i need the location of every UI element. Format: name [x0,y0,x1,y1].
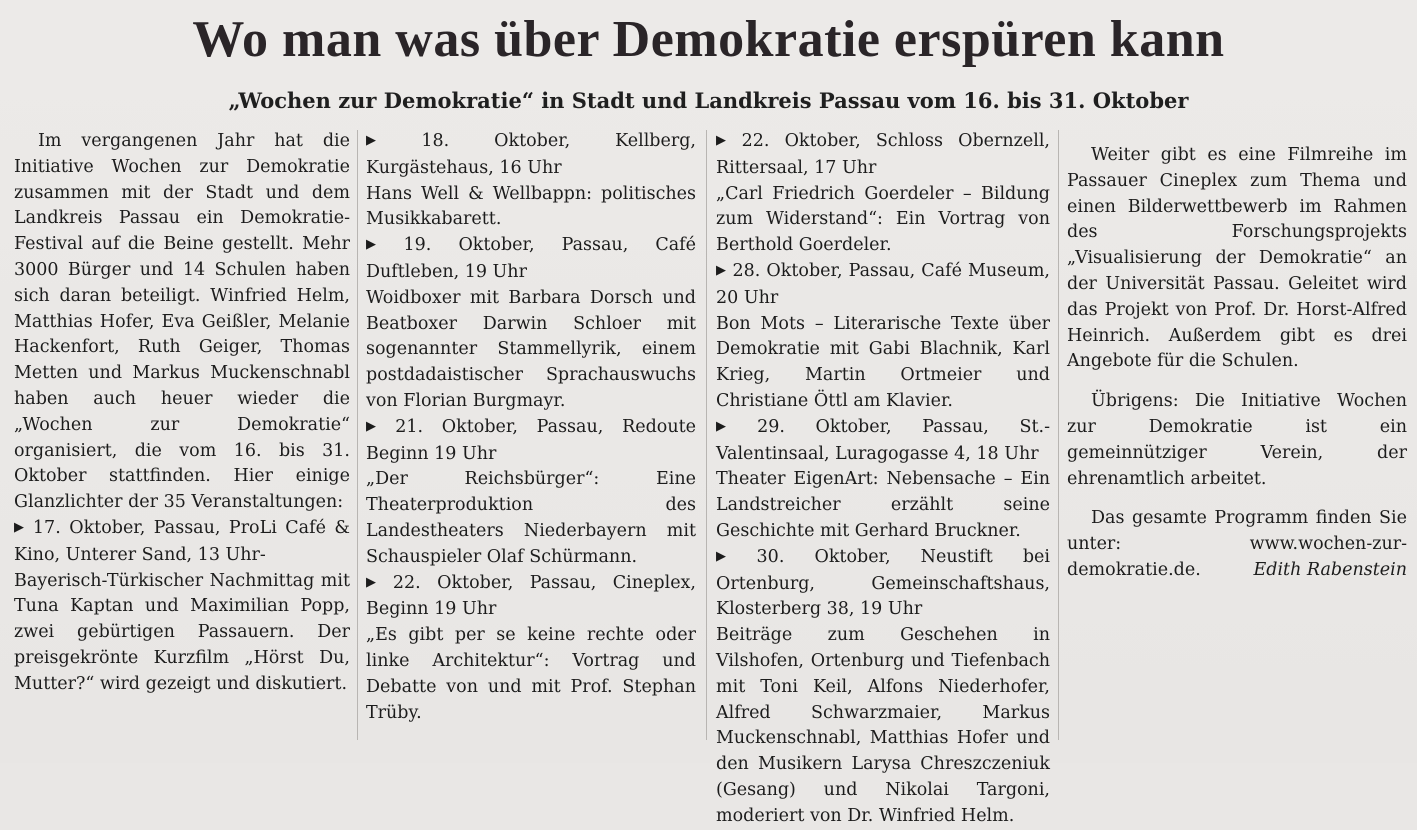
column-rule [706,130,707,740]
event-description: „Der Reichsbürger“: Eine Theaterproduktion des Landestheaters Niederbayern mit Schauspieler Olaf Schürmann. [366,469,696,567]
closing-paragraph: Übrigens: Die Initiative Wochen zur Demokratie ist ein gemeinnütziger Verein, der ehrenamtlich arbeitet. [1067,391,1407,489]
author-byline: Edith Rabenstein [1253,559,1407,580]
event-description: Hans Well & Wellbappn: politisches Musikkabarett. [366,183,696,230]
event-description: Bon Mots – Literarische Texte über Demokratie mit Gabi Blachnik, Karl Krieg, Martin Ortmeier und Christiane Öttl am Klavier. [716,313,1050,411]
event-heading: ▶ 22. Oktober, Passau, Cineplex, Beginn 19 Uhr [366,571,696,624]
intro-paragraph: Im vergangenen Jahr hat die Initiative Wochen zur Demokratie zusammen mit der Stadt und dem Landkreis Passau ein Demokratie-Festival auf die Beine gestellt. Mehr 3000 Bürger und 14 Schulen haben sich daran beteiligt. Winfried Helm, Matthias Hofer, Eva Geißler, Melanie Hackenfort, Ruth Geiger, Thomas Metten und Markus Muckenschnabl haben auch heuer wieder die „Wochen zur Demokratie“ organisiert, die vom 16. bis 31. Oktober stattfinden. Hier einige Glanzlichter der 35 Veranstaltungen: [14,131,350,513]
closing-paragraph [1067,506,1407,583]
event-heading: ▶ 29. Oktober, Passau, St.-Valentinsaal, Luragogasse 4, 18 Uhr [716,415,1050,468]
column-rule [1058,130,1059,740]
event-item [716,545,1050,830]
event-heading: ▶ 19. Oktober, Passau, Café Duftleben, 19 Uhr [366,233,696,286]
event-heading: ▶ 21. Oktober, Passau, Redoute Beginn 19 Uhr [366,415,696,468]
event-heading: ▶ 30. Oktober, Neustift bei Ortenburg, Gemeinschaftshaus, Klosterberg 38, 19 Uhr [716,545,1050,623]
event-heading: ▶ 28. Oktober, Passau, Café Museum, 20 Uhr [716,259,1050,312]
event-item [716,129,1050,259]
article-column-1 [14,129,350,754]
subheadline: „Wochen zur Demokratie“ in Stadt und Landkreis Passau vom 16. bis 31. Oktober [228,88,1189,113]
event-item [366,415,696,571]
event-description: Theater EigenArt: Nebensache – Ein Landstreicher erzählt seine Geschichte mit Gerhard Bruckner. [716,469,1050,541]
headline: Wo man was über Demokratie erspüren kann [192,11,1225,68]
event-item [716,415,1050,545]
column-rule [357,130,358,740]
closing-paragraph: Weiter gibt es eine Filmreihe im Passauer Cineplex zum Thema und einen Bilderwettbewerb im Rahmen des Forschungsprojekts „Visualisierung der Demokratie“ an der Universität Passau. Geleitet wird das Projekt von Prof. Dr. Horst-Alfred Heinrich. Außerdem gibt es drei Angebote für die Schulen. [1067,145,1407,372]
event-description: Bayerisch-Türkischer Nachmittag mit Tuna Kaptan und Maximilian Popp, zwei gebürtigen Passauern. Der preisgekrönte Kurzfilm „Hörst Du, Mutter?“ wird gezeigt und diskutiert. [14,570,350,694]
event-item [14,516,350,698]
event-heading: ▶ 18. Oktober, Kellberg, Kurgästehaus, 16 Uhr [366,129,696,182]
event-item [366,571,696,727]
event-description: „Es gibt per se keine rechte oder linke Architektur“: Vortrag und Debatte von und mit Prof. Stephan Trüby. [366,625,696,723]
article-column-3 [716,129,1050,826]
event-item [716,259,1050,415]
event-description: Beiträge zum Geschehen in Vilshofen, Ortenburg und Tiefenbach mit Toni Keil, Alfons Niederhofer, Alfred Schwarzmaier, Markus Muckenschnabl, Matthias Hofer und den Musikern Larysa Chreszczeniuk (Gesang) und Nikolai Targoni, moderiert von Dr. Winfried Helm. [716,625,1050,826]
event-heading: ▶ 22. Oktober, Schloss Obernzell, Rittersaal, 17 Uhr [716,129,1050,182]
article-column-2 [366,129,696,754]
event-description: Woidboxer mit Barbara Dorsch und Beatboxer Darwin Schloer mit sogenannter Stammellyrik, einem postdadaistischer Sprachauswuchs von Florian Burgmayr. [366,287,696,411]
event-description: „Carl Friedrich Goerdeler – Bildung zum Widerstand“: Ein Vortrag von Berthold Goerdeler. [716,183,1050,256]
event-item [366,233,696,415]
event-item [366,129,696,233]
article-column-4 [1067,129,1407,754]
event-heading: ▶ 17. Oktober, Passau, ProLi Café & Kino, Unterer Sand, 13 Uhr- [14,516,350,569]
program-link-text: Das gesamte Programm finden Sie unter: www.wochen-zur-demokratie.de. [1067,508,1407,580]
